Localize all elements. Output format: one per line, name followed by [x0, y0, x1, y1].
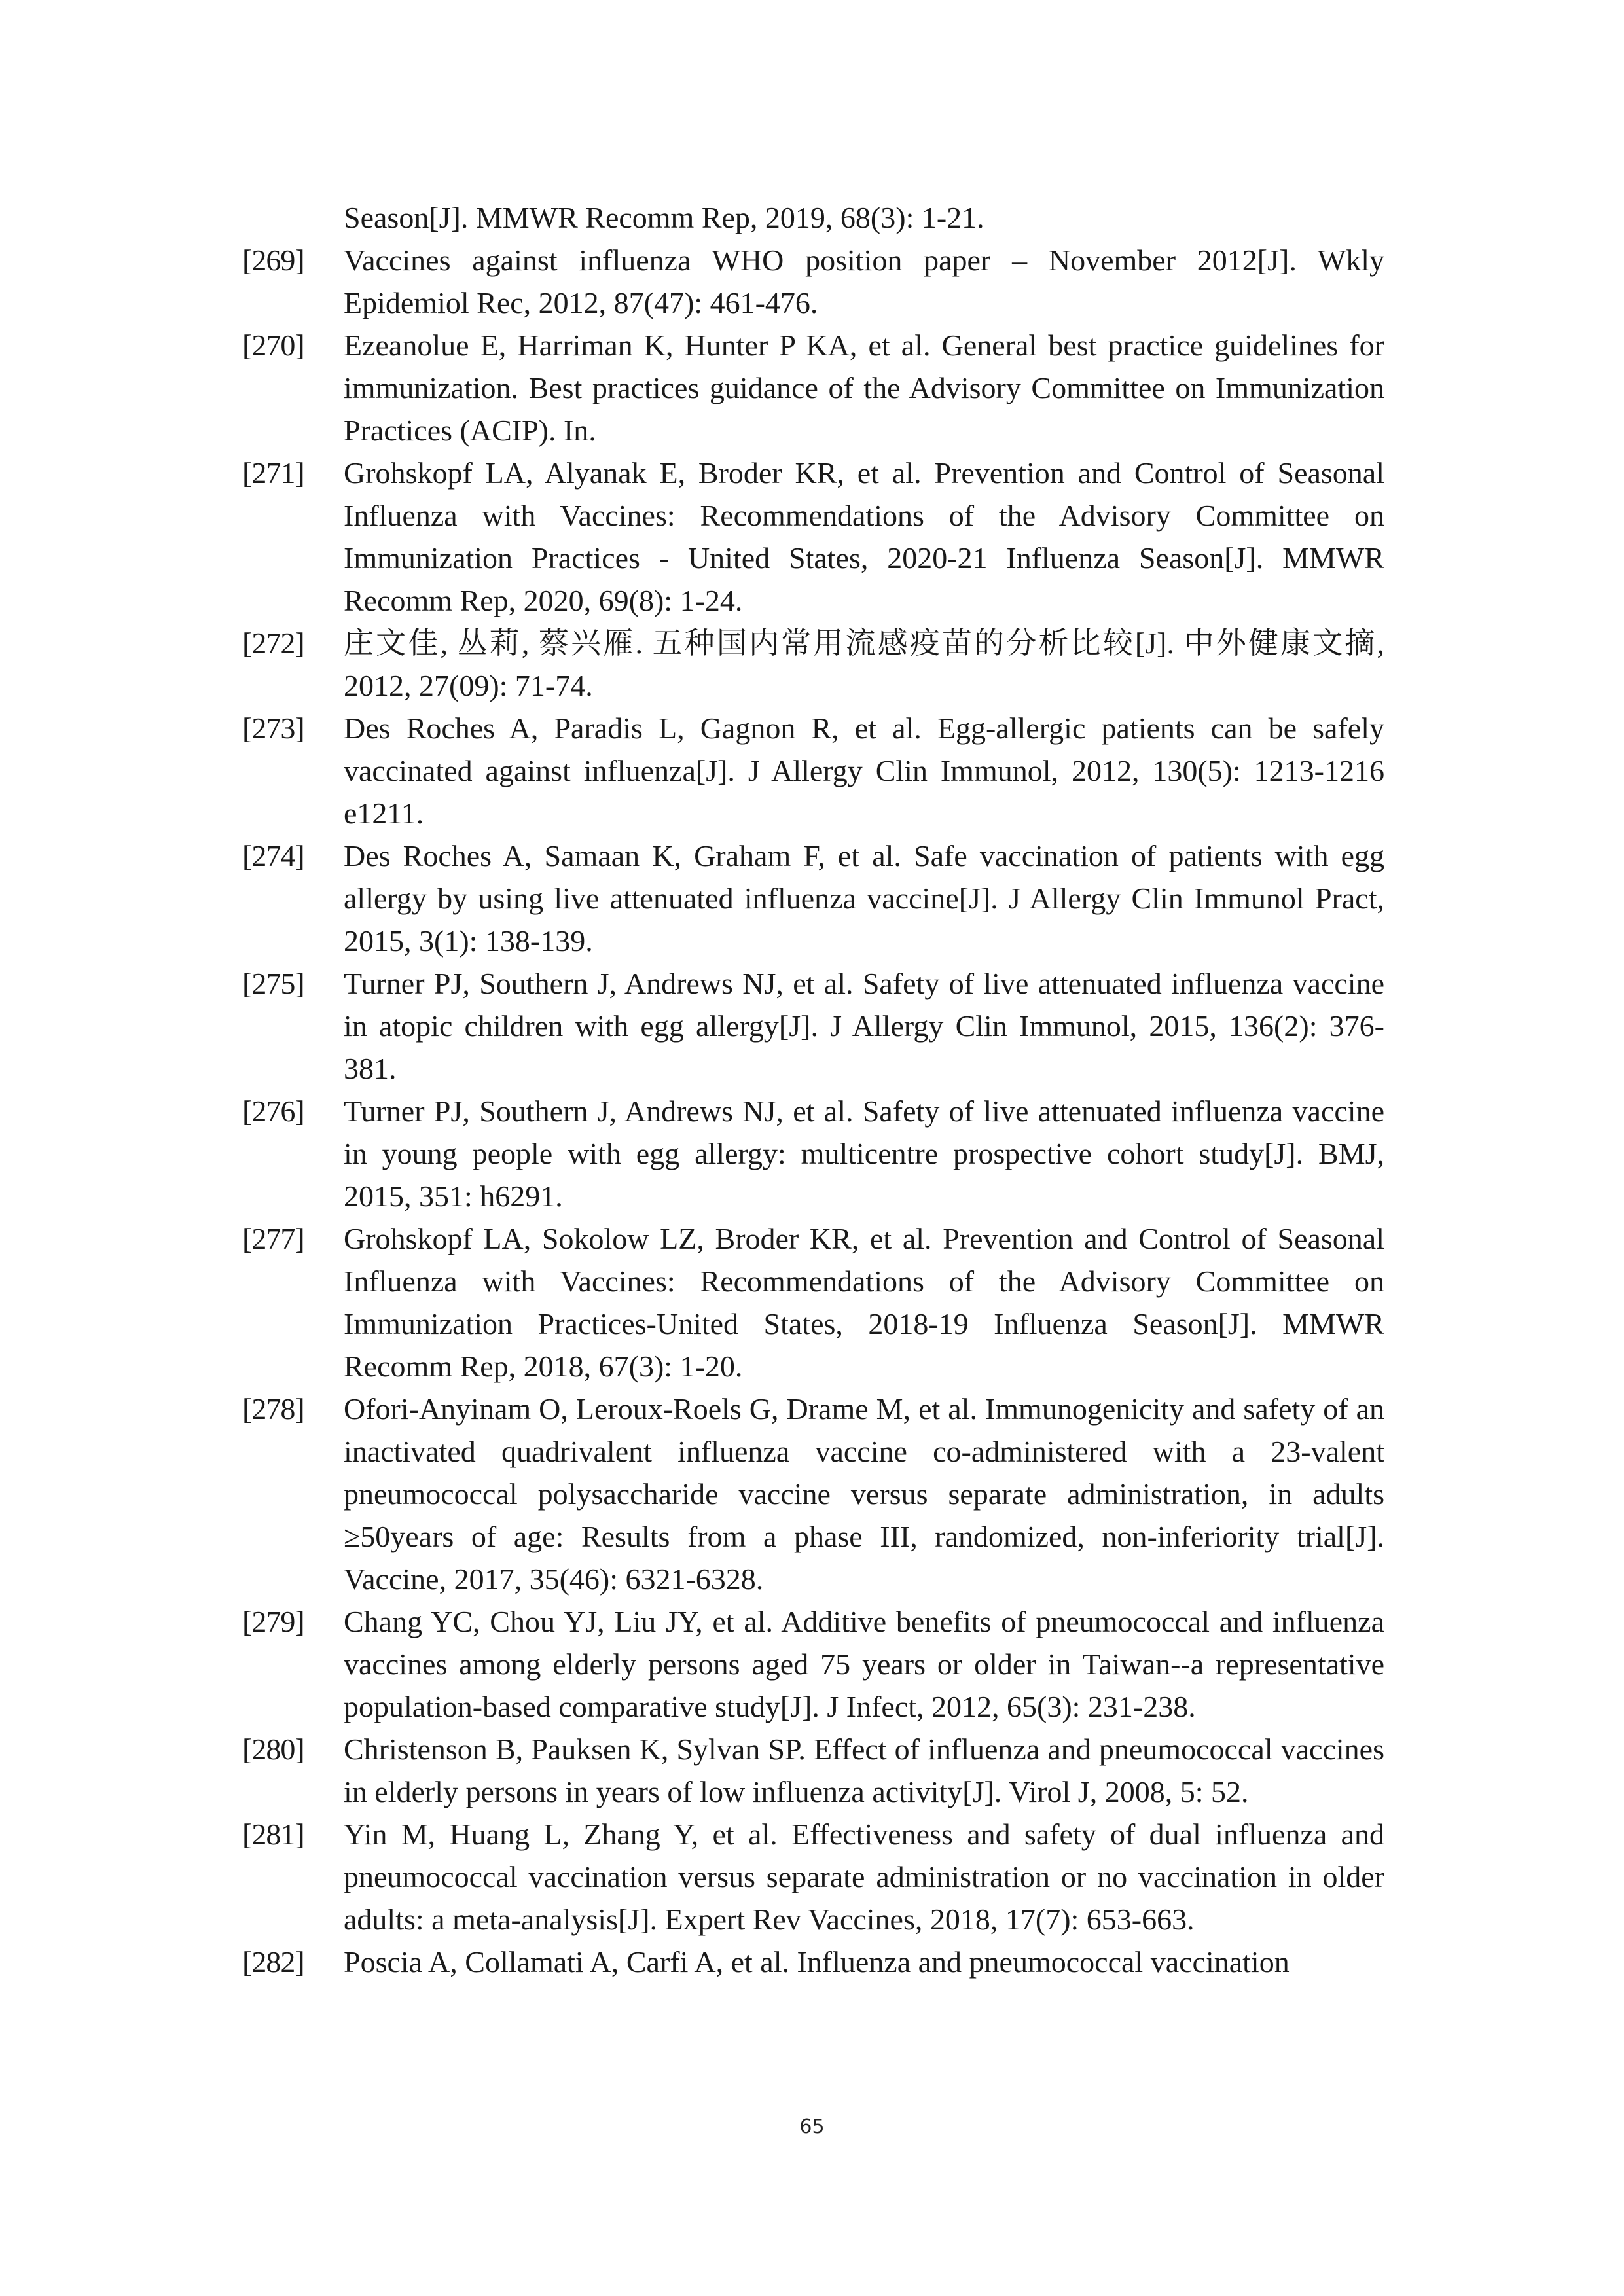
reference-item — [242, 1728, 1384, 1813]
reference-item — [242, 196, 1384, 239]
reference-item — [242, 1600, 1384, 1728]
reference-item — [242, 239, 1384, 324]
reference-number: [271] — [242, 456, 304, 490]
reference-item — [242, 707, 1384, 834]
reference-text: Turner PJ, Southern J, Andrews NJ, et al. Safety of live attenuated influenza vaccine in young people with egg allergy: multicentre prospective cohort study[J]. BMJ, 2015, 351: h6291. — [344, 1094, 1384, 1213]
reference-text: Des Roches A, Paradis L, Gagnon R, et al. Egg-allergic patients can be safely vaccinated against influenza[J]. J Allergy Clin Immunol, 2012, 130(5): 1213-1216 e1211. — [344, 711, 1384, 830]
reference-number: [279] — [242, 1605, 304, 1638]
reference-item — [242, 452, 1384, 622]
reference-list — [242, 196, 1384, 1983]
reference-number: [278] — [242, 1392, 304, 1426]
reference-item — [242, 834, 1384, 962]
reference-number: [274] — [242, 839, 304, 872]
reference-item — [242, 1388, 1384, 1600]
reference-item — [242, 1090, 1384, 1217]
reference-text: Poscia A, Collamati A, Carfi A, et al. Influenza and pneumococcal vaccination — [344, 1945, 1290, 1979]
reference-item — [242, 1217, 1384, 1388]
reference-number: [270] — [242, 329, 304, 362]
reference-number: [275] — [242, 967, 304, 1000]
reference-number: [276] — [242, 1094, 304, 1128]
reference-number: [280] — [242, 1732, 304, 1766]
page-number: 65 — [799, 2115, 825, 2138]
reference-text: Grohskopf LA, Alyanak E, Broder KR, et al. Prevention and Control of Seasonal Influenza with Vaccines: Recommendations of the Advisory Committee on Immunization Practices - United States, 2020-21 Influenza Season[J]. MMWR Recomm Rep, 2020, 69(8): 1-24. — [344, 456, 1384, 617]
reference-text: Ezeanolue E, Harriman K, Hunter P KA, et al. General best practice guidelines for immunization. Best practices guidance of the Advisory Committee on Immunization Practices (ACIP). In. — [344, 329, 1384, 447]
reference-item — [242, 324, 1384, 452]
reference-text: Christenson B, Pauksen K, Sylvan SP. Effect of influenza and pneumococcal vaccines in elderly persons in years of low influenza activity[J]. Virol J, 2008, 5: 52. — [344, 1732, 1384, 1808]
reference-text: 庄文佳, 丛莉, 蔡兴雁. 五种国内常用流感疫苗的分析比较[J]. 中外健康文摘, 2012, 27(09): 71-74. — [344, 626, 1384, 702]
reference-text: Season[J]. MMWR Recomm Rep, 2019, 68(3): 1-21. — [344, 201, 984, 234]
reference-text: Des Roches A, Samaan K, Graham F, et al. Safe vaccination of patients with egg allergy by using live attenuated influenza vaccine[J]. J Allergy Clin Immunol Pract, 2015, 3(1): 138-139. — [344, 839, 1384, 958]
reference-item — [242, 622, 1384, 707]
reference-item — [242, 1941, 1384, 1983]
reference-text: Chang YC, Chou YJ, Liu JY, et al. Additive benefits of pneumococcal and influenza vaccines among elderly persons aged 75 years or older in Taiwan--a representative population-based comparative study[J]. J Infect, 2012, 65(3): 231-238. — [344, 1605, 1384, 1723]
reference-number: [281] — [242, 1818, 304, 1851]
reference-number: [269] — [242, 243, 304, 277]
reference-text: Ofori-Anyinam O, Leroux-Roels G, Drame M, et al. Immunogenicity and safety of an inactivated quadrivalent influenza vaccine co-administered with a 23-valent pneumococcal polysaccharide vaccine versus separate administration, in adults ≥50years of age: Results from a phase III, randomized, non-inferiority trial[J]. Vaccine, 2017, 35(46): 6321-6328. — [344, 1392, 1384, 1596]
reference-text: Turner PJ, Southern J, Andrews NJ, et al. Safety of live attenuated influenza vaccine in atopic children with egg allergy[J]. J Allergy Clin Immunol, 2015, 136(2): 376-381. — [344, 967, 1384, 1085]
reference-number: [277] — [242, 1222, 304, 1255]
reference-text: Vaccines against influenza WHO position paper – November 2012[J]. Wkly Epidemiol Rec, 2012, 87(47): 461-476. — [344, 243, 1384, 319]
reference-item — [242, 962, 1384, 1090]
reference-text: Grohskopf LA, Sokolow LZ, Broder KR, et al. Prevention and Control of Seasonal Influenza with Vaccines: Recommendations of the Advisory Committee on Immunization Practices-United States, 2018-19 Influenza Season[J]. MMWR Recomm Rep, 2018, 67(3): 1-20. — [344, 1222, 1384, 1383]
reference-number: [272] — [242, 626, 304, 660]
reference-item — [242, 1813, 1384, 1941]
reference-number: [282] — [242, 1945, 304, 1979]
reference-text: Yin M, Huang L, Zhang Y, et al. Effectiveness and safety of dual influenza and pneumococcal vaccination versus separate administration or no vaccination in older adults: a meta-analysis[J]. Expert Rev Vaccines, 2018, 17(7): 653-663. — [344, 1818, 1384, 1936]
reference-number: [273] — [242, 711, 304, 745]
